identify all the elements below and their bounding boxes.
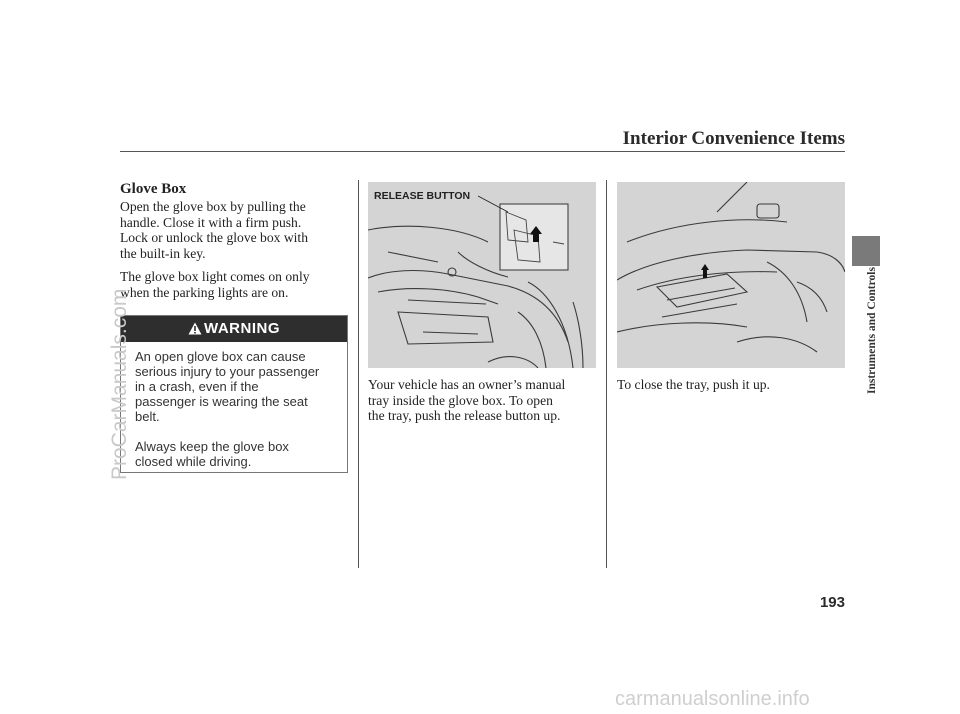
column-divider [606, 180, 607, 568]
watermark-left: ProCarManuals.com [108, 288, 131, 480]
warning-text: An open glove box can cause serious injury to your passenger in a crash, even if the passenger is wearing the seat belt. [135, 349, 320, 424]
header-rule [120, 151, 845, 152]
glove-box-light-paragraph: The glove box light comes on only when the parking lights are on. [120, 269, 310, 300]
glove-box-illustration [368, 182, 596, 368]
section-heading: Glove Box [120, 181, 187, 197]
section-tab-marker [852, 236, 880, 266]
warning-box [120, 315, 348, 473]
column-divider [358, 180, 359, 568]
release-button-callout: RELEASE BUTTON [374, 190, 471, 202]
page-number: 193 [819, 594, 845, 611]
page-title: Interior Convenience Items [622, 128, 845, 149]
tray-closing-illustration [617, 182, 845, 368]
figure-release-button [368, 182, 596, 368]
warning-triangle-icon [188, 322, 202, 335]
chapter-label: Instruments and Controls [866, 267, 878, 394]
warning-label: WARNING [204, 320, 280, 337]
figure-caption-open-tray: Your vehicle has an owner’s manual tray inside the glove box. To open the tray, push the release button up. [368, 377, 566, 423]
warning-advice: Always keep the glove box closed while driving. [135, 439, 289, 469]
watermark-bottom: carmanualsonline.info [615, 688, 810, 710]
figure-caption-close-tray: To close the tray, push it up. [617, 377, 770, 392]
glove-box-paragraph: Open the glove box by pulling the handle. Close it with a firm push. Lock or unlock the glove box with the built-in key. [120, 199, 309, 261]
warning-banner [121, 316, 347, 342]
figure-close-tray [617, 182, 845, 368]
